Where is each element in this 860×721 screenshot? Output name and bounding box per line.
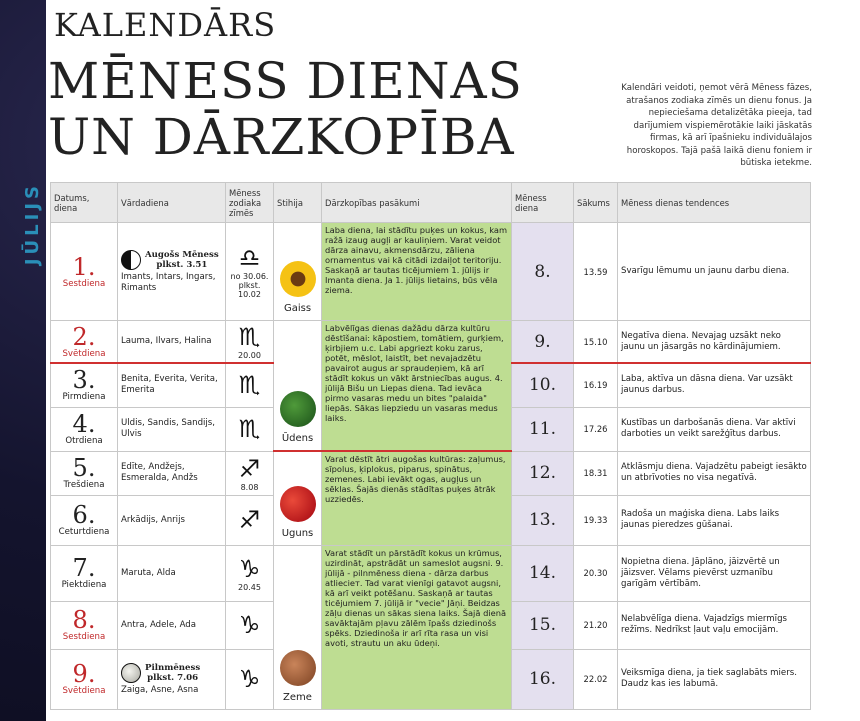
- moon-day: 16.: [512, 649, 574, 709]
- name-list: Edīte, Andžejs, Esmeralda, Andžs: [121, 462, 198, 483]
- element-name: Ūdens: [281, 433, 314, 444]
- weekday-name: Piektdiena: [61, 580, 107, 590]
- moon-tendency: Negatīva diena. Nevajag uzsākt neko jaunu un jāsargās no kārdinājumiem.: [618, 321, 811, 364]
- full-moon-icon: [121, 663, 141, 683]
- strawberry-icon: [280, 486, 316, 522]
- moon-day-start: 15.10: [574, 321, 618, 364]
- moon-tendency: Kustības un darbošanās diena. Var aktīvi darboties un veikt sarežģītus darbus.: [618, 407, 811, 451]
- element-cell: [274, 451, 322, 545]
- name-day-cell: [118, 545, 226, 601]
- moon-day-start: 16.19: [574, 363, 618, 407]
- scorpio-icon: ♏: [238, 371, 261, 400]
- day-number: 8.: [72, 606, 96, 634]
- weekday-name: Ceturtdiena: [58, 527, 110, 537]
- moon-day: 12.: [512, 451, 574, 495]
- capricorn-icon: ♑: [238, 554, 261, 583]
- name-list: Uldis, Sandis, Sandijs, Ulvis: [121, 418, 216, 439]
- moon-tendency: Veiksmīga diena, ja tiek saglabāts miers. Daudz kas ies labumā.: [618, 649, 811, 709]
- zodiac-cell: [226, 321, 274, 364]
- col-start: Sākums: [574, 183, 618, 223]
- scorpio-icon: ♏: [238, 323, 261, 351]
- name-list: Antra, Adele, Ada: [121, 619, 197, 630]
- date-cell: [51, 545, 118, 601]
- table-row: [51, 545, 811, 601]
- name-list: Imants, Intars, Ingars, Rimants: [121, 271, 216, 293]
- table-row: [51, 451, 811, 495]
- moon-tendency: Laba, aktīva un dāsna diena. Var uzsākt jaunus darbus.: [618, 363, 811, 407]
- date-cell: [51, 649, 118, 709]
- day-number: 2.: [72, 322, 96, 351]
- name-day-cell: [118, 223, 226, 321]
- zodiac-time: 20.45: [238, 582, 261, 592]
- garden-advice: Laba diena, lai stādītu puķes un kokus, kam ražā izaug augļi ar kauliņiem. Varat veidot dārza ainavu, akmensdārzu, zāliena ornamentus vai kā citādi izdaiļot teritoriju. Saskaņā ar tautas ticējumiem 1. jūlijs ir Imanta diena. Ja 1. jūlijs lietains, būs vēla ziema.: [322, 223, 512, 321]
- day-number: 9.: [72, 660, 96, 688]
- zodiac-cell: [226, 223, 274, 321]
- moon-tendency: Svarīgu lēmumu un jaunu darbu diena.: [618, 223, 811, 321]
- date-cell: [51, 495, 118, 545]
- name-day-cell: [118, 363, 226, 407]
- zodiac-time: no 30.06. plkst. 10.02: [230, 272, 269, 299]
- moon-day: 8.: [512, 223, 574, 321]
- zodiac-time: 8.08: [240, 482, 259, 492]
- moon-day: 14.: [512, 545, 574, 601]
- day-number: 4.: [72, 410, 96, 438]
- name-day-cell: [118, 495, 226, 545]
- date-cell: [51, 407, 118, 451]
- date-cell: [51, 451, 118, 495]
- zodiac-cell: [226, 451, 274, 495]
- weekday-name: Svētdiena: [62, 348, 106, 359]
- weekday-name: Svētdiena: [62, 686, 106, 696]
- col-tendency: Mēness dienas tendences: [618, 183, 811, 223]
- weekday-name: Trešdiena: [63, 480, 105, 490]
- potato-icon: [280, 650, 316, 686]
- moon-day-start: 19.33: [574, 495, 618, 545]
- name-list: Benita, Everita, Verita, Emerita: [121, 374, 218, 396]
- sunflower-icon: [280, 261, 316, 297]
- name-list: Arkādijs, Anrijs: [121, 514, 185, 525]
- moon-day: 11.: [512, 407, 574, 451]
- day-number: 6.: [72, 501, 96, 529]
- moon-day: 9.: [512, 321, 574, 364]
- zodiac-time: 20.00: [238, 351, 261, 360]
- garden-advice: Varat dēstīt ātri augošas kultūras: zaļumus, sīpolus, ķiplokus, piparus, spinātus, zemenes. Labi ievākt ogas, augļus un sēklas. Šajās dienās stādītas puķes ātrāk uzziedēs.: [322, 451, 512, 545]
- main-title-line2: UN DĀRZKOPĪBA: [48, 108, 515, 166]
- moon-tendency: Nopietna diena. Jāplāno, jāizvērtē un jāizsver. Vēlams pievērst uzmanību garīgām vērtībām.: [618, 545, 811, 601]
- moon-day-start: 20.30: [574, 545, 618, 601]
- col-garden: Dārzkopības pasākumi: [322, 183, 512, 223]
- name-day-cell: [118, 649, 226, 709]
- weekday-name: Sestdiena: [62, 278, 106, 289]
- col-zodiac: Mēness zodiaka zīmēs: [226, 183, 274, 223]
- day-number: 5.: [72, 454, 96, 482]
- moon-tendency: Nelabvēlīga diena. Vajadzīgs miermīgs režīms. Nedrīkst ļaut vaļu emocijām.: [618, 601, 811, 649]
- element-name: Uguns: [281, 527, 314, 539]
- name-list: Zaiga, Asne, Asna: [121, 684, 199, 695]
- col-element: Stihija: [274, 183, 322, 223]
- weekday-name: Pirmdiena: [62, 392, 106, 403]
- waxing-moon-icon: [121, 250, 141, 270]
- sagittarius-icon: ♐: [238, 454, 261, 483]
- moon-tendency: Radoša un maģiska diena. Labs laiks jaunas pieredzes gūšanai.: [618, 495, 811, 545]
- scorpio-icon: ♏: [238, 415, 261, 443]
- zodiac-cell: [226, 495, 274, 545]
- weekday-name: Otrdiena: [65, 436, 103, 446]
- moon-day-start: 17.26: [574, 407, 618, 451]
- zodiac-cell: [226, 601, 274, 649]
- element-cell: [274, 321, 322, 452]
- weekday-name: Sestdiena: [62, 632, 106, 642]
- moon-day-start: 21.20: [574, 601, 618, 649]
- day-number: 7.: [72, 554, 96, 582]
- garden-advice: Labvēlīgas dienas dažādu dārza kultūru dēstīšanai: kāpostiem, tomātiem, gurķiem, ķirbjiem u.c. Labi apgriezt koku zarus, potēt, mēslot, laistīt, bet nevajadzētu pavairot augus ar spraudeņiem, kā arī stādīt kokus un vākt ārstniecības augus. 4. jūlijā Bišu un Liepas diena. Tad ievāca pirmo vasaras medu un bites "palaida" liepās. Sākas liepziedu un vasaras medus laiks.: [322, 321, 512, 452]
- col-date: Datums, diena: [51, 183, 118, 223]
- name-list: Maruta, Alda: [121, 567, 176, 578]
- element-cell: [274, 545, 322, 709]
- zodiac-cell: [226, 649, 274, 709]
- element-cell: [274, 223, 322, 321]
- intro-text: Kalendāri veidoti, ņemot vērā Mēness fāzes, atrašanos zodiaka zīmēs un dienu fonus. Ja nepieciešama detalizētāka pieeja, tad darījumiem vispiemērotākie laiki jāskatās firmas, kā arī īpašnieku individuālajos horoskopos. Tajā pašā laikā dienu foniem ir būtiska ietekme.: [621, 83, 812, 168]
- day-number: 3.: [72, 366, 96, 395]
- phase-time: plkst. 3.51: [156, 259, 208, 270]
- name-day-cell: [118, 451, 226, 495]
- moon-phase: [121, 663, 222, 683]
- table-row: [51, 223, 811, 321]
- moon-day-start: 13.59: [574, 223, 618, 321]
- phase-time: plkst. 7.06: [147, 672, 199, 683]
- date-cell: [51, 321, 118, 364]
- name-day-cell: [118, 407, 226, 451]
- element-name: Zeme: [283, 691, 312, 703]
- phase-name: Augošs Mēness: [145, 249, 219, 260]
- date-cell: [51, 363, 118, 407]
- zodiac-cell: [226, 363, 274, 407]
- phase-name: Pilnmēness: [145, 662, 201, 673]
- name-day-cell: [118, 321, 226, 364]
- col-names: Vārdadiena: [118, 183, 226, 223]
- libra-icon: ♎: [238, 244, 261, 272]
- day-number: 1.: [72, 252, 96, 281]
- name-list: Lauma, Ilvars, Halina: [121, 336, 212, 346]
- table-row: [51, 321, 811, 364]
- col-moonday: Mēness diena: [512, 183, 574, 223]
- zodiac-cell: [226, 545, 274, 601]
- capricorn-icon: ♑: [238, 611, 261, 639]
- moon-day: 15.: [512, 601, 574, 649]
- date-cell: [51, 601, 118, 649]
- main-title-line1: MĒNESS DIENAS: [48, 52, 523, 110]
- spinach-icon: [280, 391, 316, 427]
- capricorn-icon: ♑: [238, 665, 261, 693]
- moon-day: 10.: [512, 363, 574, 407]
- sagittarius-icon: ♐: [238, 506, 261, 534]
- month-label: JŪLIJS: [22, 182, 43, 266]
- moon-day-start: 18.31: [574, 451, 618, 495]
- date-cell: [51, 223, 118, 321]
- moon-day-start: 22.02: [574, 649, 618, 709]
- moon-phase: [121, 250, 222, 270]
- kicker-title: KALENDĀRS: [54, 6, 277, 44]
- name-day-cell: [118, 601, 226, 649]
- calendar-table: [50, 182, 811, 710]
- moon-day: 13.: [512, 495, 574, 545]
- element-name: Gaiss: [283, 303, 312, 314]
- zodiac-cell: [226, 407, 274, 451]
- garden-advice: Varat stādīt un pārstādīt kokus un krūmus, uzirdināt, apstrādāt un sameslot augsni. 9. jūlijā - pilnmēness diena - dārza darbus atliecieт. Tad varat vienīgi gatavot augsni, kā arī veikt potēšanu. Saskaņā ar tautas ticējumiem 7. jūlijā ir "vecie" Jāņi. Beidzas zāļu dienas un sākas siena laiks. Šajā dienā savāktajām pļavu zālēm īpašs dziedinošs spēks. Dziedinoša ir arī rīta rasa un visi avoti, strautu un aku ūdeņi.: [322, 545, 512, 709]
- moon-tendency: Atklāsmju diena. Vajadzētu pabeigt iesākto un atbrīvoties no visa negatīvā.: [618, 451, 811, 495]
